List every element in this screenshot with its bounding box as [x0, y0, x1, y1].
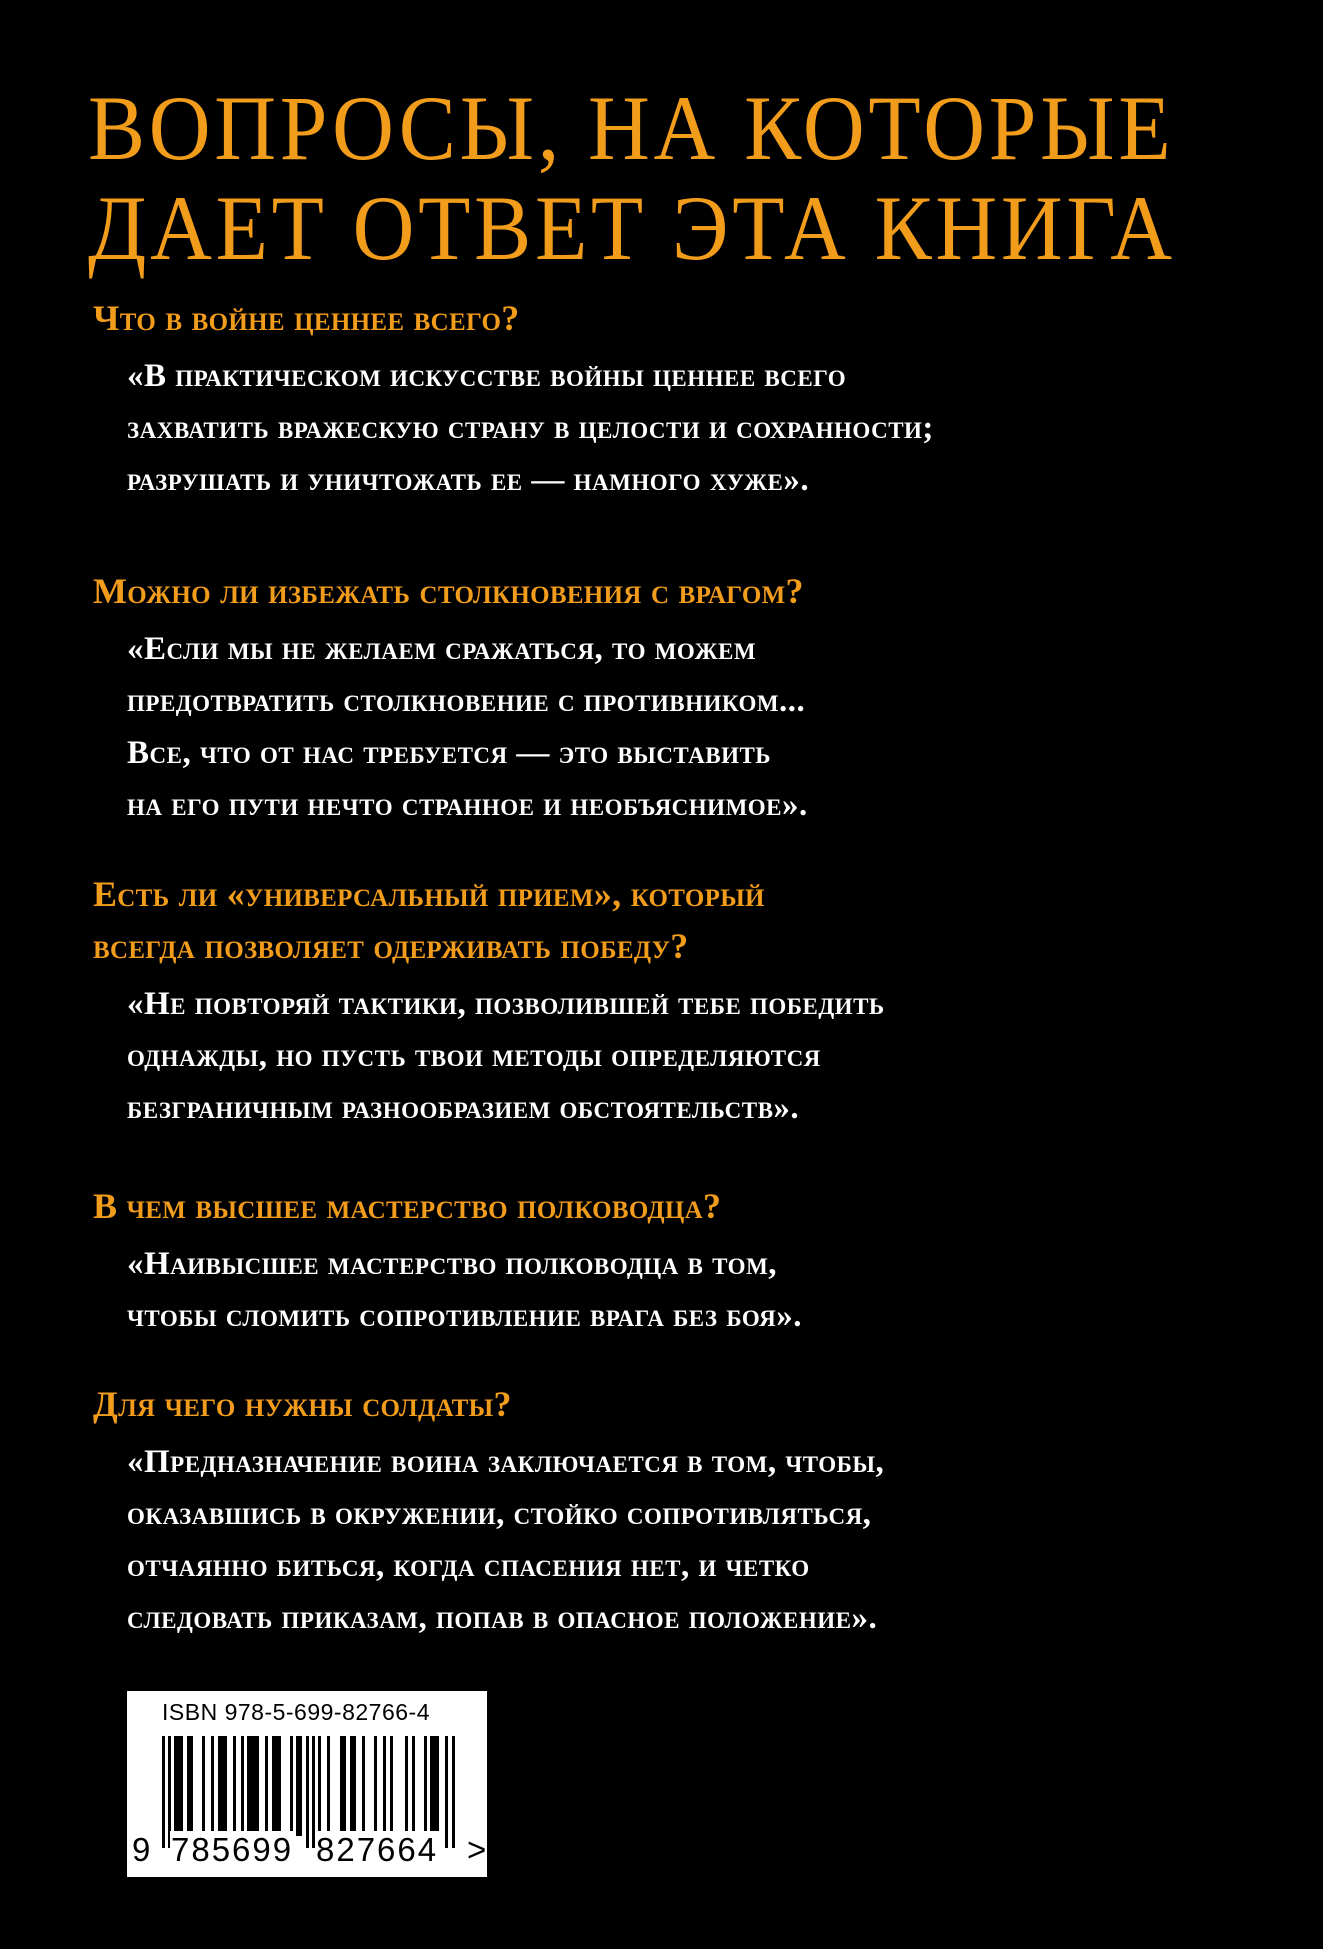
cover-title [88, 78, 1204, 278]
answer-line: «Не повторяй тактики, позволившей тебе победить [127, 986, 885, 1022]
question-heading [93, 1378, 1273, 1430]
isbn-barcode [127, 1691, 487, 1877]
answer-line: «Предназначение воина заключается в том, чтобы, [127, 1444, 885, 1480]
answer-quote [127, 623, 1273, 831]
answer-line: безграничным разнообразием обстоятельств». [127, 1090, 800, 1126]
answer-line: захватить вражескую страну в целости и сохранности; [127, 410, 934, 446]
qa-block-1 [93, 292, 1273, 506]
answer-line: «Если мы не желаем сражаться, то можем [127, 631, 757, 667]
answer-quote [127, 978, 1273, 1134]
question-line: всегда позволяет одерживать победу? [93, 926, 689, 966]
answer-line: «Наивысшее мастерство полководца в том, [127, 1246, 778, 1282]
answer-line: следовать приказам, попав в опасное положение». [127, 1600, 878, 1636]
answer-line: разрушать и уничтожать ее — намного хуже». [127, 462, 810, 498]
question-heading [93, 292, 1273, 344]
ean-first-digit: 9 [132, 1831, 153, 1868]
ean-digits [132, 1831, 489, 1871]
question-line: Можно ли избежать столкновения с врагом? [93, 571, 804, 611]
ean-right-group: 827664 [316, 1831, 439, 1868]
question-line: Что в войне ценнее всего? [93, 298, 520, 338]
title-line-2: ДАЕТ ОТВЕТ ЭТА КНИГА [88, 177, 1176, 279]
answer-line: Все, что от нас требуется — это выставить [127, 735, 772, 771]
qa-block-3 [93, 868, 1273, 1134]
answer-line: оказавшись в окружении, стойко сопротивляться, [127, 1496, 872, 1532]
title-line-1: ВОПРОСЫ, НА КОТОРЫЕ [88, 77, 1175, 179]
answer-line: чтобы сломить сопротивление врага без боя». [127, 1298, 802, 1334]
question-line: Есть ли «универсальный прием», который [93, 874, 765, 914]
answer-line: предотвратить столкновение с противником... [127, 683, 806, 719]
qa-block-2 [93, 565, 1273, 831]
answer-quote [127, 1436, 1273, 1644]
answer-quote [127, 350, 1273, 506]
qa-block-5 [93, 1378, 1273, 1644]
question-line: В чем высшее мастерство полководца? [93, 1186, 722, 1226]
question-line: Для чего нужны солдаты? [93, 1384, 512, 1424]
ean-quiet-zone-arrow: > [467, 1831, 489, 1868]
answer-quote [127, 1238, 1273, 1342]
question-heading [93, 565, 1273, 617]
isbn-label: ISBN 978-5-699-82766-4 [162, 1699, 430, 1725]
question-heading [93, 1180, 1273, 1232]
answer-line: отчаянно биться, когда спасения нет, и четко [127, 1548, 810, 1584]
answer-line: «В практическом искусстве войны ценнее всего [127, 358, 847, 394]
answer-line: однажды, но пусть твои методы определяются [127, 1038, 821, 1074]
question-heading [93, 868, 1273, 972]
qa-block-4 [93, 1180, 1273, 1342]
ean-left-group: 785699 [171, 1831, 294, 1868]
answer-line: на его пути нечто странное и необъяснимое». [127, 787, 808, 823]
